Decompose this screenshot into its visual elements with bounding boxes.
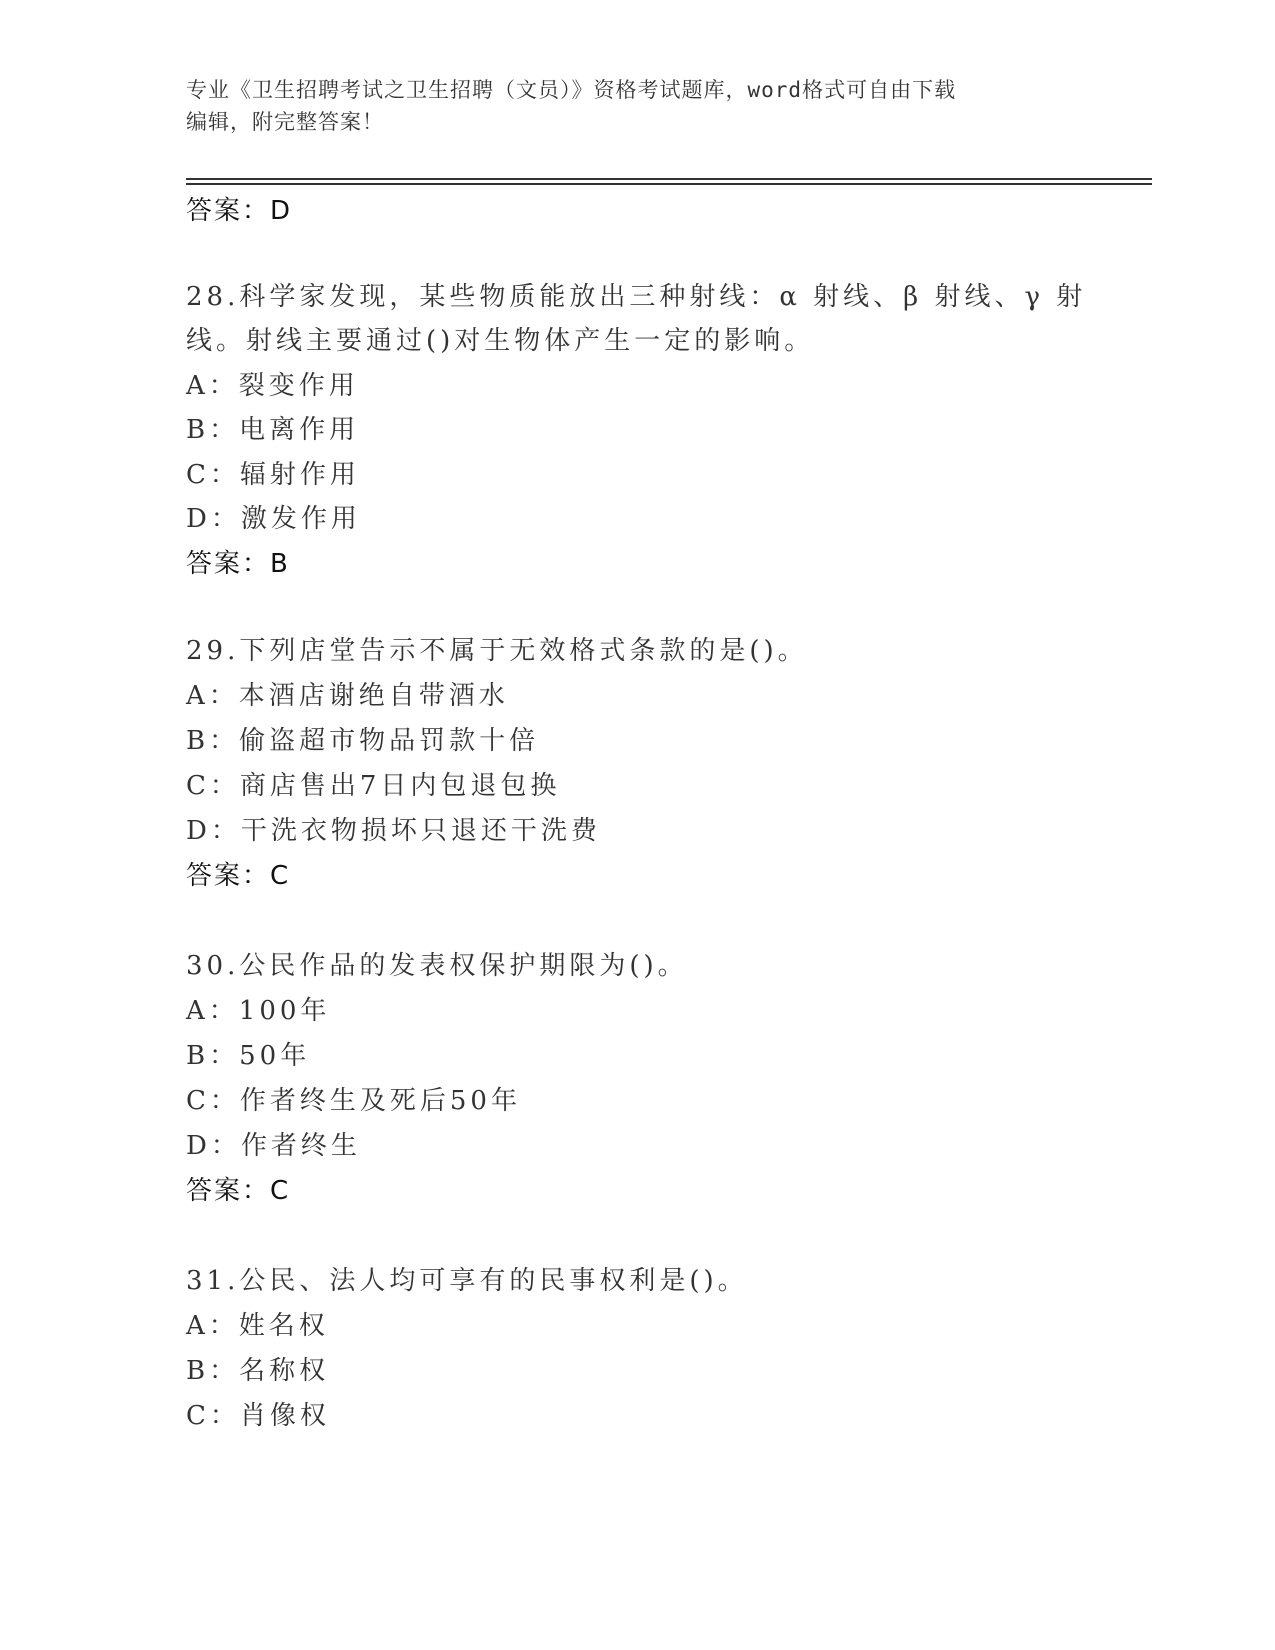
document-header [186, 74, 1086, 138]
question-28-option-c: C：辐射作用 [186, 460, 360, 490]
question-29-option-a: A：本酒店谢绝自带酒水 [186, 681, 509, 711]
question-30-stem: 30.公民作品的发表权保护期限为()。 [186, 951, 688, 981]
previous-answer: 答案：D [186, 196, 293, 226]
question-29-stem: 29.下列店堂告示不属于无效格式条款的是()。 [186, 636, 808, 666]
question-30-answer: 答案：C [186, 1176, 291, 1206]
question-29-answer: 答案：C [186, 861, 291, 891]
question-29-option-d: D：干洗衣物损坏只退还干洗费 [186, 816, 601, 846]
question-30-option-b: B：50年 [186, 1041, 311, 1071]
question-31-option-a: A：姓名权 [186, 1311, 329, 1341]
header-divider-top [186, 178, 1152, 180]
question-30-option-d: D：作者终生 [186, 1131, 361, 1161]
header-divider-bottom [186, 183, 1152, 185]
header-line-1: 专业《卫生招聘考试之卫生招聘（文员）》资格考试题库，word格式可自由下载 [186, 78, 957, 102]
header-line-2: 编辑，附完整答案！ [186, 110, 384, 134]
question-28-stem-line-2: 线。射线主要通过()对生物体产生一定的影响。 [186, 326, 815, 356]
question-29-option-c: C：商店售出7日内包退包换 [186, 771, 561, 801]
question-28-option-d: D：激发作用 [186, 504, 361, 534]
question-31-option-c: C：肖像权 [186, 1401, 330, 1431]
question-28-answer: 答案：B [186, 549, 290, 579]
question-29-option-b: B：偷盗超市物品罚款十倍 [186, 726, 540, 756]
question-31-stem: 31.公民、法人均可享有的民事权利是()。 [186, 1266, 748, 1296]
question-30-option-c: C：作者终生及死后50年 [186, 1086, 521, 1116]
question-30-option-a: A：100年 [186, 996, 331, 1026]
question-31-option-b: B：名称权 [186, 1356, 330, 1386]
question-28-option-b: B：电离作用 [186, 415, 360, 445]
question-28-stem-line-1: 28.科学家发现，某些物质能放出三种射线：α 射线、β 射线、γ 射 [186, 282, 1087, 312]
question-28-option-a: A：裂变作用 [186, 371, 359, 401]
